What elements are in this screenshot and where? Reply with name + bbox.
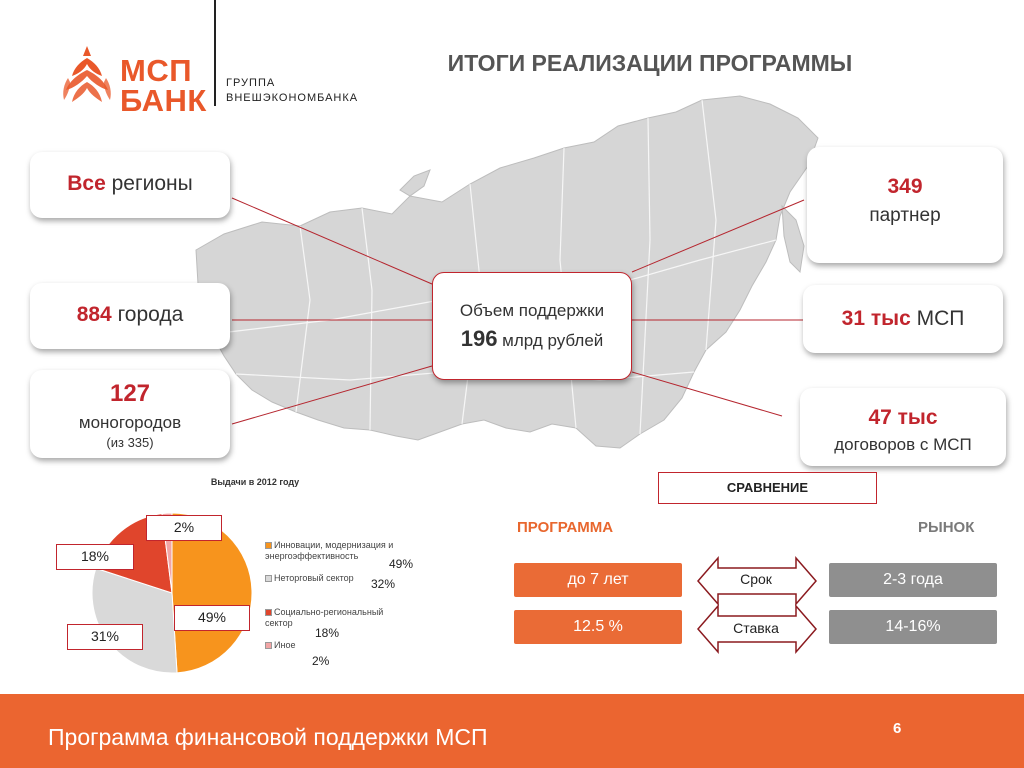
- mono-label: моногородов: [78, 413, 182, 432]
- comparison-button[interactable]: СРАВНЕНИЕ: [658, 472, 877, 504]
- regions-bold: Все: [67, 172, 106, 195]
- partners-label: партнер: [869, 205, 941, 226]
- program-rate-bar: 12.5 %: [514, 610, 682, 644]
- brand-name: [120, 53, 207, 118]
- legend-label: Иное: [274, 640, 296, 650]
- legend-label: Инновации, модернизация и энергоэффективность: [265, 540, 394, 561]
- stat-box-partners: [807, 147, 1003, 263]
- market-heading: РЫНОК: [918, 519, 975, 536]
- pie-callout-nontrade: 31%: [67, 624, 143, 650]
- page-number: 6: [893, 720, 902, 737]
- page-title: ИТОГИ РЕАЛИЗАЦИИ ПРОГРАММЫ: [447, 50, 853, 76]
- partners-value: 349: [887, 175, 923, 198]
- rate-label: Ставка: [733, 620, 779, 636]
- legend-swatch: [265, 642, 272, 649]
- legend-value-social: 18%: [315, 626, 340, 640]
- brand-sub-2: ВНЕШЭКОНОМБАНКА: [226, 92, 359, 104]
- program-heading: ПРОГРАММА: [517, 519, 614, 536]
- footer-title: Программа финансовой поддержки МСП: [48, 724, 488, 750]
- pie-chart-title: Выдачи в 2012 году: [210, 477, 300, 487]
- legend-swatch: [265, 575, 272, 582]
- legend-swatch: [265, 609, 272, 616]
- legend-item-innovation: [265, 540, 405, 562]
- legend-item-other: [265, 640, 405, 651]
- program-term-bar: до 7 лет: [514, 563, 682, 597]
- stat-box-support-volume: [432, 272, 632, 380]
- market-rate-bar: 14-16%: [829, 610, 997, 644]
- brand-subtitle: [226, 76, 358, 106]
- legend-label: Социально-региональный сектор: [265, 607, 384, 628]
- contracts-value: 47 тыс: [868, 406, 938, 429]
- logo-divider: [214, 0, 216, 106]
- stat-box-msp: [803, 285, 1003, 353]
- market-term-bar: 2-3 года: [829, 563, 997, 597]
- legend-value-nontrade: 32%: [371, 577, 396, 591]
- brand-sub-1: ГРУППА: [226, 77, 276, 89]
- center-line-1: Объем поддержки: [459, 301, 605, 320]
- cities-text: города: [111, 303, 184, 326]
- stat-box-cities: [30, 283, 230, 349]
- legend-value-other: 2%: [312, 654, 330, 668]
- regions-text: регионы: [105, 172, 193, 195]
- brand-line-1: МСП: [120, 53, 192, 88]
- pie-callout-social: 18%: [56, 544, 134, 570]
- pie-callout-innovation: 49%: [174, 605, 250, 631]
- mono-note: (из 335): [106, 435, 154, 450]
- brand-line-2: БАНК: [120, 83, 207, 118]
- legend-swatch: [265, 542, 272, 549]
- map-island-shape: [400, 170, 430, 196]
- legend-label: Неторговый сектор: [274, 573, 354, 583]
- stat-box-monotowns: [30, 370, 230, 458]
- msp-bank-logo-icon: [58, 44, 116, 106]
- contracts-label: договоров с МСП: [834, 435, 972, 454]
- map-island-shape: [782, 206, 804, 272]
- center-unit: млрд рублей: [497, 331, 604, 350]
- msp-bold: 31 тыс: [841, 307, 911, 330]
- center-number: 196: [460, 326, 498, 351]
- stat-box-regions: [30, 152, 230, 218]
- msp-text: МСП: [910, 307, 965, 330]
- term-label: Срок: [740, 571, 772, 587]
- pie-callout-other: 2%: [146, 515, 222, 541]
- cities-bold: 884: [76, 303, 112, 326]
- stat-box-contracts: [800, 388, 1006, 466]
- legend-value-innovation: 49%: [389, 557, 414, 571]
- mono-value: 127: [109, 380, 151, 407]
